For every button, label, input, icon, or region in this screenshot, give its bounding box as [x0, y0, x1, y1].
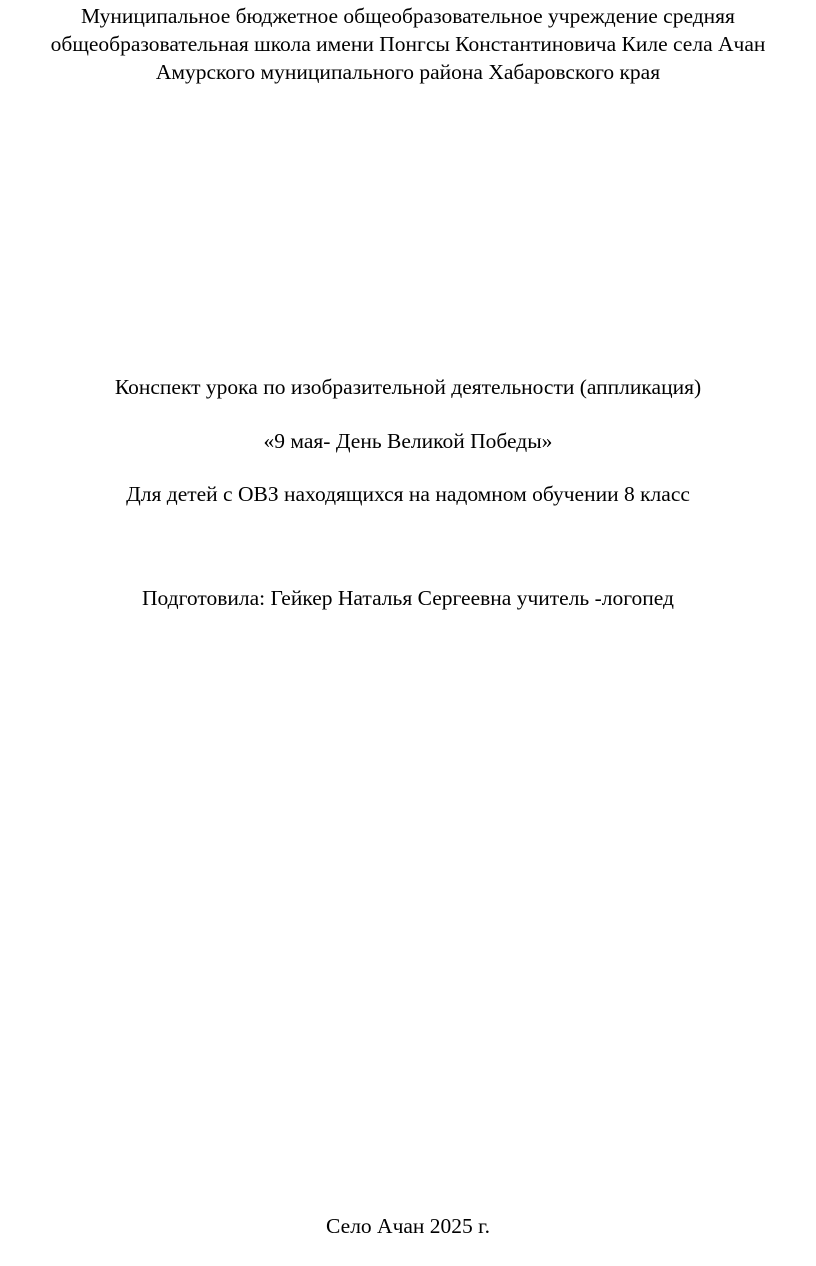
school-header-line-1: Муниципальное бюджетное общеобразовательное учреждение средняя [81, 4, 735, 28]
author-line: Подготовила: Гейкер Наталья Сергеевна учитель -логопед [142, 586, 674, 610]
place-year: Село Ачан 2025 г. [326, 1214, 490, 1238]
lesson-title: «9 мая- День Великой Победы» [263, 429, 553, 453]
school-header-line-2: общеобразовательная школа имени Понгсы Константиновича Киле села Ачан [50, 32, 766, 56]
school-header [0, 2, 816, 86]
lesson-audience: Для детей с ОВЗ находящихся на надомном обучении 8 класс [126, 482, 690, 506]
school-header-line-3: Амурского муниципального района Хабаровского края [155, 60, 661, 84]
lesson-topic: Конспект урока по изобразительной деятельности (аппликация) [114, 375, 702, 399]
